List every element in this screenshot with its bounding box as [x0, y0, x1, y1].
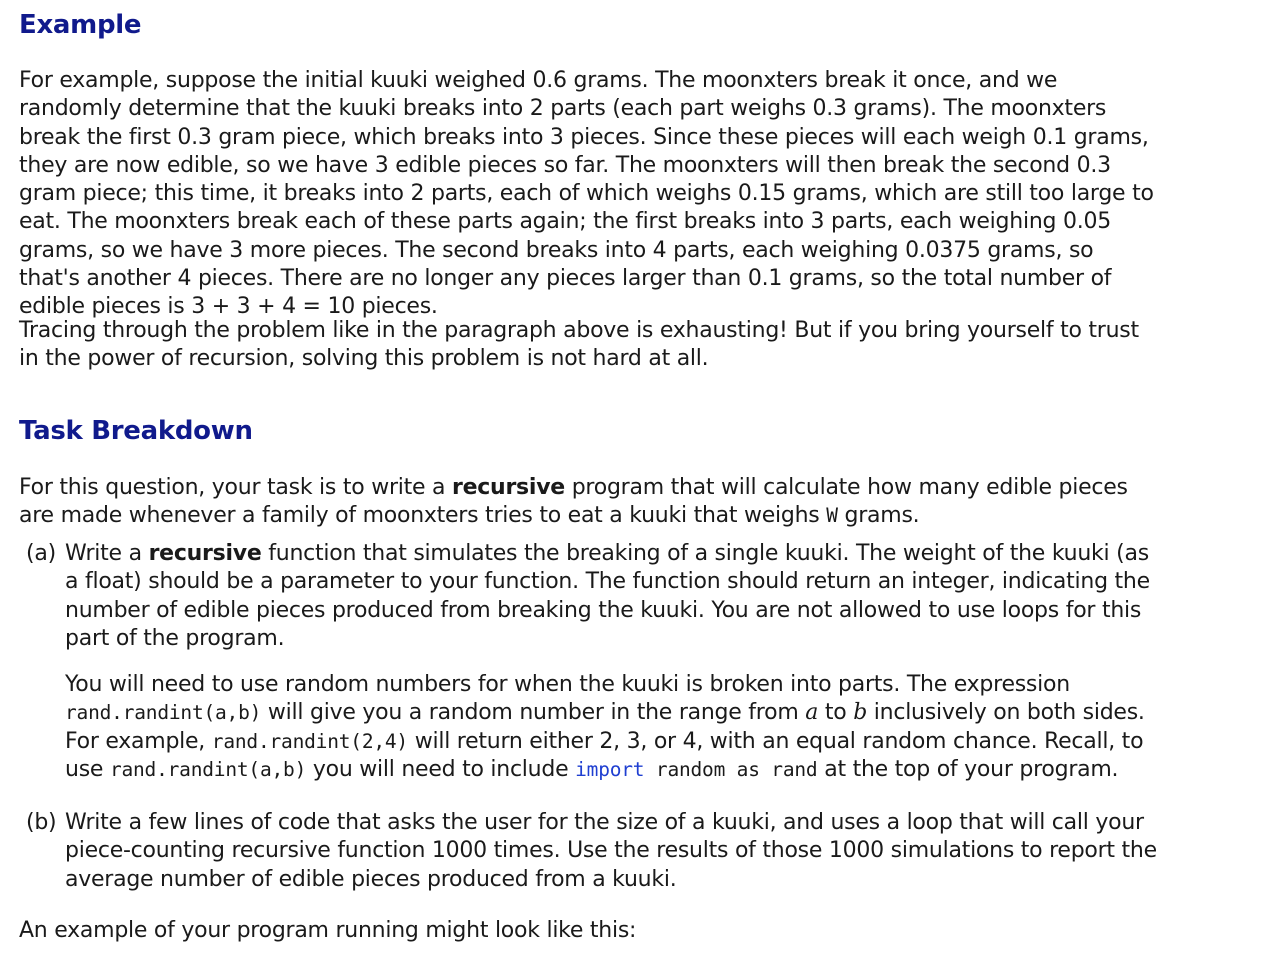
part-a-text-1: Write a [65, 541, 149, 566]
code-import-rest: random as rand [644, 758, 818, 782]
example-paragraph-2: Tracing through the problem like in the paragraph above is exhausting! But if you bring yourself to trust in the power of recursion, solving this problem is not hard at all. [19, 318, 1139, 372]
math-var-a: a [805, 700, 819, 726]
part-a-p2-text-2: will give you a random number in the range from [261, 700, 806, 726]
part-a-p2-text-3: to [818, 700, 854, 726]
code-randint-ab-1: rand.randint(a,b) [65, 701, 262, 725]
task-outro-paragraph: An example of your program running might look like this: [19, 918, 637, 943]
part-a-p2-text-1: You will need to use random numbers for when the kuuki is broken into parts. The expression [65, 672, 1070, 698]
part-a-paragraph-2 [65, 671, 1161, 784]
intro-bold-recursive: recursive [451, 475, 565, 500]
code-randint-ab-2: rand.randint(a,b) [109, 758, 307, 782]
part-a-p2-text-5: will return either 2, 3, or 4, with an equal random chance. Recall, to use [65, 728, 1144, 783]
list-item-b-label: (b) [26, 810, 57, 835]
part-a-p2-text-4: inclusively on both sides. For example, [65, 700, 1145, 754]
intro-text-1: For this question, your task is to write a [19, 475, 452, 500]
code-import-keyword: import [575, 758, 645, 782]
part-b-paragraph: Write a few lines of code that asks the user for the size of a kuuki, and uses a loop that will call your piece-counting recursive function 1000 times. Use the results of those 1000 simulations to report the average number of edible pieces produced from a kuuki. [65, 810, 1157, 892]
list-item-b [26, 809, 1161, 894]
list-item-a-label: (a) [26, 541, 56, 566]
intro-var-w: W [826, 504, 838, 528]
code-randint-2-4: rand.randint(2,4) [211, 729, 408, 753]
intro-text-3: grams. [837, 503, 920, 529]
part-a-text-2: function that simulates the breaking of a single kuuki. The weight of the kuuki (as a float) should be a parameter to your function. The function should return an integer, indicating the number of edible pieces produced from breaking the kuuki. You are not allowed to use loops for this part of the program. [65, 541, 1150, 651]
task-breakdown-heading: Task Breakdown [19, 416, 253, 446]
list-item-a [26, 540, 1161, 784]
part-a-p2-text-7: at the top of your program. [817, 757, 1119, 783]
example-heading: Example [19, 10, 142, 40]
intro-text-2: program that will calculate how many edible pieces are made whenever a family of moonxters tries to eat a kuuki that weighs [19, 475, 1128, 529]
part-a-p2-text-6: you will need to include [306, 757, 576, 783]
part-a-bold-recursive: recursive [148, 541, 262, 566]
example-paragraph-1: For example, suppose the initial kuuki weighed 0.6 grams. The moonxters break it once, and we randomly determine that the kuuki breaks into 2 parts (each part weighs 0.3 grams). The moonxters break the first 0.3 gram piece, which breaks into 3 pieces. Since these pieces will each weigh 0.1 grams, they are now edible, so we have 3 edible pieces so far. The moonxters will then break the second 0.3 gram piece; this time, it breaks into 2 parts, each of which weighs 0.15 grams, which are still too large to eat. The moonxters break each of these parts again; the first breaks into 3 parts, each weighing 0.05 grams, so we have 3 more pieces. The second breaks into 4 parts, each weighing 0.0375 grams, so that's another 4 pieces. There are no longer any pieces larger than 0.1 grams, so the total number of edible pieces is 3 + 3 + 4 = 10 pieces. [19, 68, 1154, 320]
math-var-b: b [853, 700, 868, 726]
task-intro-paragraph [19, 474, 1159, 531]
part-a-paragraph-1 [65, 540, 1161, 653]
